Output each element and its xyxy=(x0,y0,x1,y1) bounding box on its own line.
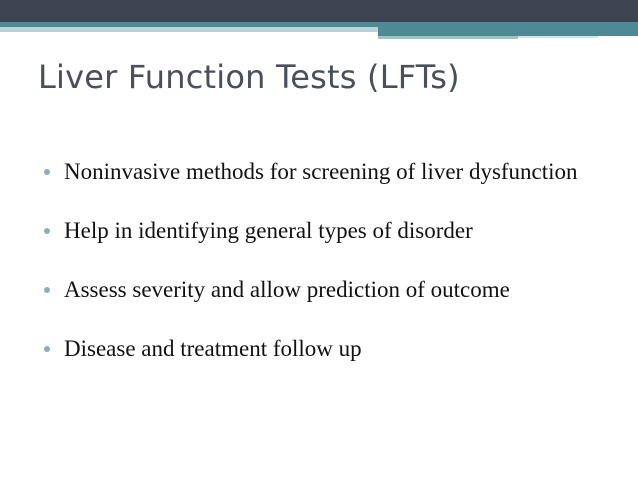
bullet-text: Help in identifying general types of disorder xyxy=(64,218,473,243)
bullet-dot-icon xyxy=(44,169,50,175)
bullet-item xyxy=(44,276,604,303)
bullet-item xyxy=(44,335,604,362)
header-band-dark xyxy=(0,0,638,22)
bullet-text: Assess severity and allow prediction of outcome xyxy=(64,277,510,302)
header-band-teal-light xyxy=(0,27,378,32)
bullet-dot-icon xyxy=(44,346,50,352)
bullet-item xyxy=(44,158,604,185)
bullet-text: Noninvasive methods for screening of liver dysfunction xyxy=(64,159,578,184)
slide-title: Liver Function Tests (LFTs) xyxy=(38,58,460,96)
bullet-list xyxy=(44,158,604,394)
bullet-dot-icon xyxy=(44,228,50,234)
header-accent-stripe-light xyxy=(378,36,518,39)
bullet-text: Disease and treatment follow up xyxy=(64,336,362,361)
header-accent-stripe-faint xyxy=(518,36,598,38)
bullet-dot-icon xyxy=(44,287,50,293)
bullet-item xyxy=(44,217,604,244)
